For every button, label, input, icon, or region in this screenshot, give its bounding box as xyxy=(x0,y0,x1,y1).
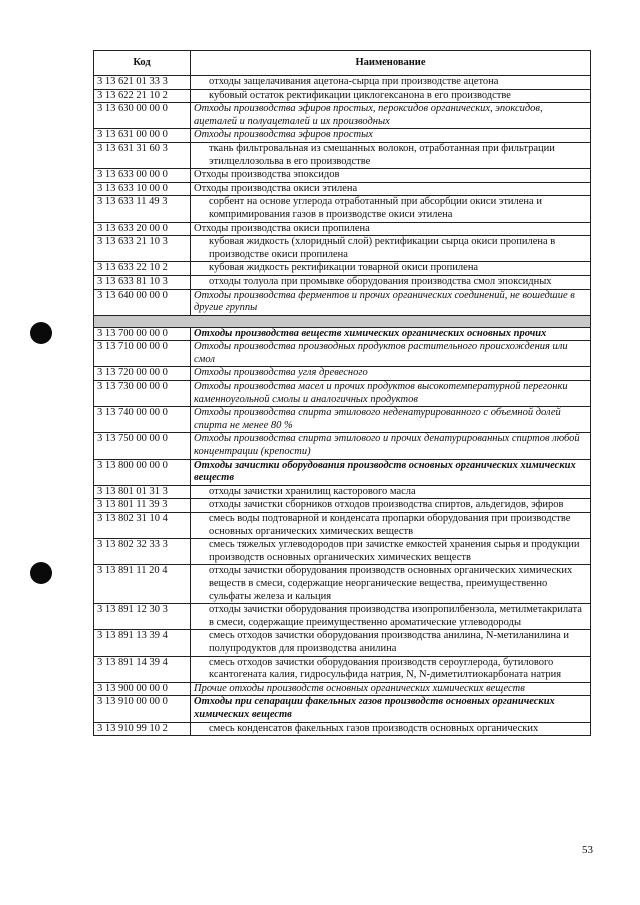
name-cell xyxy=(191,485,591,499)
name-text: смесь тяжелых углеводородов при зачистке емкостей хранения сырья и продукции производств основных органических химических веществ xyxy=(209,539,580,563)
code-cell: 3 13 640 00 00 0 xyxy=(94,289,191,315)
name-cell xyxy=(191,142,591,168)
name-text: ткань фильтровальная из смешанных волокон, отработанная при фильтрации этилцеллозольва в его производстве xyxy=(209,142,555,167)
waste-code-table xyxy=(93,50,591,736)
name-cell xyxy=(191,341,591,367)
table-row xyxy=(94,381,591,407)
code-cell: 3 13 633 20 00 0 xyxy=(94,222,191,236)
table-row xyxy=(94,196,591,222)
name-cell xyxy=(191,103,591,129)
table-row xyxy=(94,367,591,381)
page-number: 53 xyxy=(582,844,593,856)
name-text: Отходы производства веществ химических органических основных прочих xyxy=(194,327,547,339)
code-cell: 3 13 891 12 30 3 xyxy=(94,604,191,630)
name-text: смесь отходов зачистки оборудования производств сероуглерода, бутилового ксантогената калия, гидросульфида натрия, N, N-диметилтиокарбоната натрия xyxy=(209,656,562,681)
table-row xyxy=(94,275,591,289)
code-cell: 3 13 633 00 00 0 xyxy=(94,169,191,183)
name-cell xyxy=(191,169,591,183)
code-cell: 3 13 802 32 33 3 xyxy=(94,539,191,565)
name-cell xyxy=(191,262,591,276)
table-row xyxy=(94,142,591,168)
code-cell: 3 13 750 00 00 0 xyxy=(94,433,191,459)
table-row xyxy=(94,722,591,736)
name-cell xyxy=(191,367,591,381)
name-cell xyxy=(191,327,591,341)
table-header-row xyxy=(94,51,591,76)
name-cell xyxy=(191,656,591,682)
table-row xyxy=(94,513,591,539)
name-text: Отходы производства эфиров простых xyxy=(194,129,373,141)
name-text: кубовый остаток ректификации циклогексанона в его производстве xyxy=(209,89,511,101)
name-text: Отходы при сепарации факельных газов производств основных органических химических веществ xyxy=(194,696,555,720)
code-cell: 3 13 631 00 00 0 xyxy=(94,129,191,143)
header-name: Наименование xyxy=(191,51,591,76)
separator-cell xyxy=(94,315,591,327)
table-row xyxy=(94,76,591,90)
code-cell: 3 13 801 01 31 3 xyxy=(94,485,191,499)
code-cell: 3 13 633 21 10 3 xyxy=(94,236,191,262)
name-cell xyxy=(191,275,591,289)
name-cell xyxy=(191,76,591,90)
code-cell: 3 13 622 21 10 2 xyxy=(94,89,191,103)
name-cell xyxy=(191,539,591,565)
code-cell: 3 13 801 11 39 3 xyxy=(94,499,191,513)
code-cell: 3 13 720 00 00 0 xyxy=(94,367,191,381)
table-body xyxy=(94,76,591,736)
code-cell: 3 13 700 00 00 0 xyxy=(94,327,191,341)
code-cell: 3 13 900 00 00 0 xyxy=(94,682,191,696)
code-cell: 3 13 710 00 00 0 xyxy=(94,341,191,367)
name-cell xyxy=(191,630,591,656)
table-row xyxy=(94,236,591,262)
name-text: смесь конденсатов факельных газов производств основных органических xyxy=(209,722,539,734)
name-cell xyxy=(191,565,591,604)
name-cell xyxy=(191,236,591,262)
table-row xyxy=(94,604,591,630)
table-row xyxy=(94,169,591,183)
table-row xyxy=(94,459,591,485)
code-cell: 3 13 891 14 39 4 xyxy=(94,656,191,682)
binder-hole-lower xyxy=(30,562,52,584)
name-text: Прочие отходы производств основных органических химических веществ xyxy=(194,682,525,694)
table-row xyxy=(94,499,591,513)
name-cell xyxy=(191,381,591,407)
binder-hole-upper xyxy=(30,322,52,344)
table-row xyxy=(94,222,591,236)
name-text: отходы толуола при промывке оборудования производства смол эпоксидных xyxy=(209,275,552,287)
table-row xyxy=(94,341,591,367)
table-row xyxy=(94,630,591,656)
name-text: Отходы производства окиси пропилена xyxy=(194,222,370,234)
name-text: отходы зачистки хранилищ касторового масла xyxy=(209,485,416,497)
name-cell xyxy=(191,499,591,513)
name-text: Отходы производства эпоксидов xyxy=(194,169,340,181)
table-row xyxy=(94,682,591,696)
table-row xyxy=(94,89,591,103)
name-cell xyxy=(191,89,591,103)
code-cell: 3 13 910 00 00 0 xyxy=(94,696,191,722)
name-text: Отходы производства производных продуктов растительного происхождения или смол xyxy=(194,341,568,365)
code-cell: 3 13 621 01 33 3 xyxy=(94,76,191,90)
table-row xyxy=(94,539,591,565)
section-separator xyxy=(94,315,591,327)
name-cell xyxy=(191,604,591,630)
code-cell: 3 13 633 11 49 3 xyxy=(94,196,191,222)
table-row xyxy=(94,103,591,129)
code-cell: 3 13 800 00 00 0 xyxy=(94,459,191,485)
code-cell: 3 13 802 31 10 4 xyxy=(94,513,191,539)
name-cell xyxy=(191,722,591,736)
table-row xyxy=(94,262,591,276)
name-text: сорбент на основе углерода отработанный при абсорбции окиси этилена и компримирования газов в производстве окиси этилена xyxy=(209,196,542,220)
name-text: отходы зачистки оборудования производств основных органических химических веществ в смеси, содержащие неорганические вещества, преимущественно сульфаты железа и кальция xyxy=(209,565,573,602)
table-row xyxy=(94,696,591,722)
table-row xyxy=(94,407,591,433)
name-cell xyxy=(191,696,591,722)
code-cell: 3 13 910 99 10 2 xyxy=(94,722,191,736)
code-cell: 3 13 633 81 10 3 xyxy=(94,275,191,289)
name-text: Отходы зачистки оборудования производств основных органических химических веществ xyxy=(194,459,576,484)
name-text: Отходы производства окиси этилена xyxy=(194,182,358,194)
name-cell xyxy=(191,407,591,433)
name-text: Отходы производства спирта этилового неденатурированного с объемной долей спирта не менее 80 % xyxy=(194,407,561,431)
name-text: кубовая жидкость ректификации товарной окиси пропилена xyxy=(209,262,479,274)
table-row xyxy=(94,656,591,682)
code-cell: 3 13 633 22 10 2 xyxy=(94,262,191,276)
table-row xyxy=(94,433,591,459)
code-cell: 3 13 630 00 00 0 xyxy=(94,103,191,129)
name-cell xyxy=(191,196,591,222)
name-text: смесь воды подтоварной и конденсата пропарки оборудования при производстве основных органических химических веществ xyxy=(209,513,571,537)
name-text: Отходы производства масел и прочих продуктов высокотемпературной перегонки каменноугольной смолы и аналогичных продуктов xyxy=(194,381,568,405)
name-cell xyxy=(191,222,591,236)
name-cell xyxy=(191,459,591,485)
header-code: Код xyxy=(94,51,191,76)
name-text: Отходы производства эфиров простых, пероксидов органических, эпоксидов, ацеталей и полуацеталей и их производных xyxy=(194,103,543,127)
table-row xyxy=(94,327,591,341)
name-text: Отходы производства спирта этилового и прочих денатурированных спиртов любой концентрации (крепости) xyxy=(194,433,580,458)
table-row xyxy=(94,565,591,604)
table-row xyxy=(94,182,591,196)
table-row xyxy=(94,485,591,499)
name-text: отходы защелачивания ацетона-сырца при производстве ацетона xyxy=(209,76,499,87)
name-cell xyxy=(191,433,591,459)
code-cell: 3 13 740 00 00 0 xyxy=(94,407,191,433)
code-cell: 3 13 891 13 39 4 xyxy=(94,630,191,656)
name-cell xyxy=(191,289,591,315)
name-cell xyxy=(191,129,591,143)
code-cell: 3 13 631 31 60 3 xyxy=(94,142,191,168)
name-text: кубовая жидкость (хлоридный слой) ректификации сырца окиси пропилена в производстве окиси пропилена xyxy=(209,236,556,260)
code-cell: 3 13 891 11 20 4 xyxy=(94,565,191,604)
name-text: отходы зачистки сборников отходов производства спиртов, альдегидов, эфиров xyxy=(209,499,564,511)
name-text: отходы зачистки оборудования производства изопропилбензола, метилметакрилата в смеси, содержащие преимущественно ароматические углеводороды xyxy=(209,604,582,628)
name-text: смесь отходов зачистки оборудования производства анилина, N-метиланилина и полупродуктов для производства анилина xyxy=(209,630,569,654)
name-cell xyxy=(191,682,591,696)
name-text: Отходы производства ферментов и прочих органических соединений, не вошедшие в другие группы xyxy=(194,289,575,314)
name-cell xyxy=(191,513,591,539)
name-text: Отходы производства угля древесного xyxy=(194,367,368,379)
code-cell: 3 13 730 00 00 0 xyxy=(94,381,191,407)
name-cell xyxy=(191,182,591,196)
table-row xyxy=(94,129,591,143)
code-cell: 3 13 633 10 00 0 xyxy=(94,182,191,196)
table-row xyxy=(94,289,591,315)
